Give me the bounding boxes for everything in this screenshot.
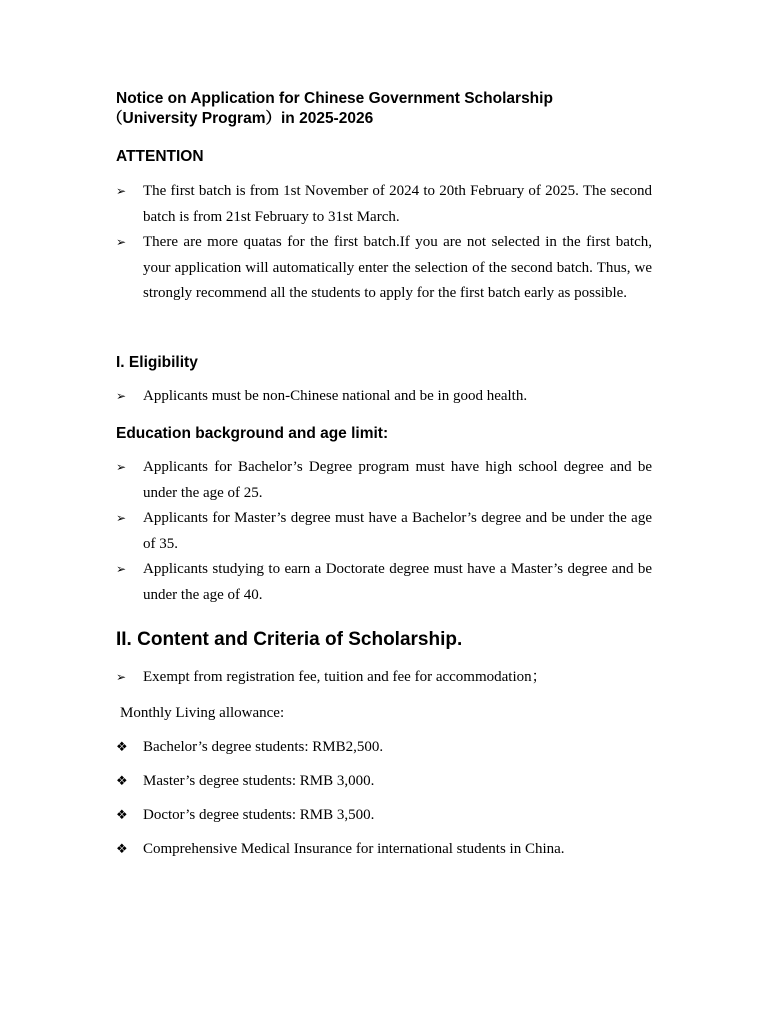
list-item [116, 837, 652, 863]
arrow-bullet-icon: ➢ [116, 184, 127, 198]
list-item [116, 455, 652, 506]
list-item [116, 769, 652, 795]
education-heading: Education background and age limit: [116, 425, 389, 442]
list-item [116, 665, 652, 691]
list-item [116, 735, 652, 761]
allowance-item-text: Comprehensive Medical Insurance for international students in China. [143, 841, 565, 857]
attention-item-text: The first batch is from 1st November of 2024 to 20th February of 2025. The second batch is from 21st February to 31st March. [143, 183, 652, 225]
allowance-item-text: Doctor’s degree students: RMB 3,500. [143, 807, 375, 823]
diamond-bullet-icon: ❖ [116, 842, 128, 857]
list-item [116, 557, 652, 608]
arrow-bullet-icon: ➢ [116, 511, 127, 525]
arrow-bullet-icon: ➢ [116, 670, 127, 684]
diamond-bullet-icon: ❖ [116, 774, 128, 789]
content-heading: II. Content and Criteria of Scholarship. [116, 629, 463, 650]
attention-item-text: There are more quatas for the first batch.If you are not selected in the first batch, your application will automatically enter the selection of the second batch. Thus, we strongly recommend all the students to apply for the first batch early as possible. [143, 234, 652, 301]
eligibility-heading: I. Eligibility [116, 354, 198, 371]
allowance-label: Monthly Living allowance: [120, 705, 285, 721]
allowance-item-text: Master’s degree students: RMB 3,000. [143, 773, 375, 789]
title-line-2: （University Program）in 2025-2026 [107, 110, 374, 127]
list-item [116, 179, 652, 230]
allowance-list [116, 735, 652, 871]
diamond-bullet-icon: ❖ [116, 808, 128, 823]
attention-list [116, 179, 652, 307]
attention-heading: ATTENTION [116, 148, 204, 165]
arrow-bullet-icon: ➢ [116, 562, 127, 576]
eligibility-item-text: Applicants must be non-Chinese national and be in good health. [143, 388, 528, 404]
diamond-bullet-icon: ❖ [116, 740, 128, 755]
content-item-text: Exempt from registration fee, tuition and fee for accommodation； [143, 669, 547, 685]
list-item [116, 230, 652, 307]
arrow-bullet-icon: ➢ [116, 389, 127, 403]
education-item-text: Applicants for Master’s degree must have a Bachelor’s degree and be under the age of 35. [143, 510, 652, 552]
content-list [116, 665, 652, 691]
eligibility-list [116, 384, 652, 410]
arrow-bullet-icon: ➢ [116, 235, 127, 249]
list-item [116, 803, 652, 829]
arrow-bullet-icon: ➢ [116, 460, 127, 474]
education-item-text: Applicants for Bachelor’s Degree program must have high school degree and be under the age of 25. [143, 459, 652, 501]
list-item [116, 384, 652, 410]
allowance-item-text: Bachelor’s degree students: RMB2,500. [143, 739, 384, 755]
document-title [107, 89, 553, 129]
education-list [116, 455, 652, 608]
title-line-1: Notice on Application for Chinese Government Scholarship [116, 90, 553, 107]
education-item-text: Applicants studying to earn a Doctorate degree must have a Master’s degree and be under the age of 40. [143, 561, 652, 603]
list-item [116, 506, 652, 557]
